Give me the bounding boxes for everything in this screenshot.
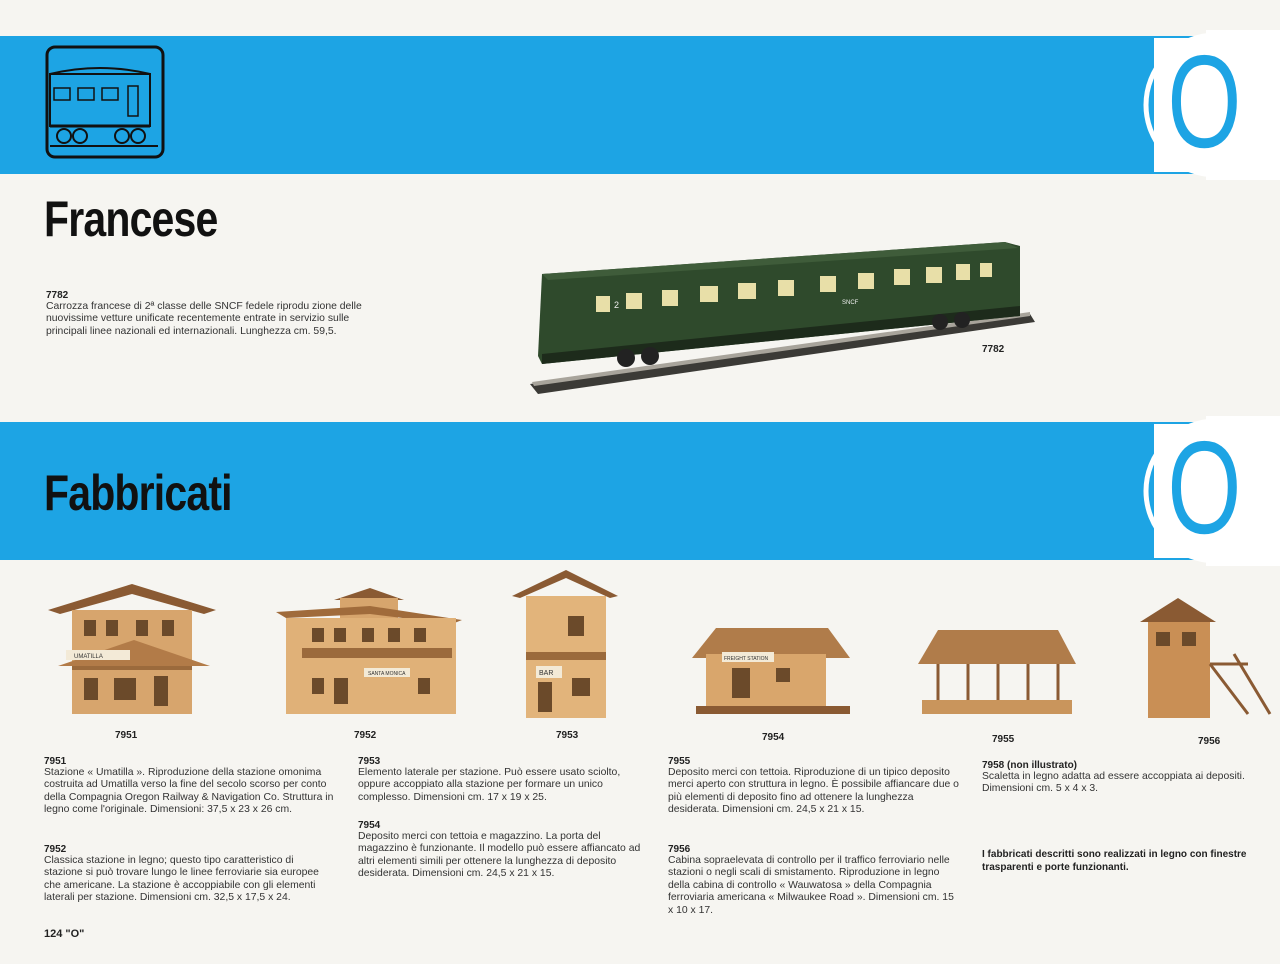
item-7956 <box>668 844 960 917</box>
building-7951-photo <box>44 580 220 720</box>
item-description: Cabina sopraelevata di controllo per il traffico ferroviario nelle stazioni o negli scali di smistamento. Riproduzione in legno della cabina di controllo « Wauwatosa » della Compagnia ferroviaria americana « Milwaukee Road ». Dimensioni cm. 15 x 10 x 17. <box>668 855 954 916</box>
item-code: 7782 <box>46 290 69 301</box>
item-code: 7956 <box>668 844 691 855</box>
scale-o-badge-francese <box>1154 28 1250 175</box>
photo-caption-7953: 7953 <box>556 730 579 741</box>
sign-freight-station: FREIGHT STATION <box>724 656 769 662</box>
photo-caption-7954: 7954 <box>762 732 785 743</box>
scale-o-rings-francese <box>1086 30 1154 180</box>
item-description: Stazione « Umatilla ». Riproduzione della stazione omonima costruita ad Umatilla verso la fine del secolo scorso per conto della Compagnia Oregon Railway & Navigation Co. Struttura in legno come l'originale. Dimensioni: 37,5 x 23 x 26 cm. <box>44 767 334 816</box>
scale-o-letter: O <box>1167 414 1242 561</box>
page-number: 124 "O" <box>44 928 85 940</box>
sign-bar: BAR <box>539 670 554 677</box>
item-description: Deposito merci con tettoia e magazzino. La porta del magazzino è funzionante. Il modello può essere affiancato ad altri elementi simili per ottenere la lunghezza di deposito desiderata. Dimensioni cm. 24,5 x 21 x 15. <box>358 831 641 880</box>
item-description: Elemento laterale per stazione. Può essere usato sciolto, oppure accoppiato alla stazione per formare un unico complesso. Dimensioni cm. 17 x 19 x 25. <box>358 767 621 803</box>
item-7782 <box>46 290 376 338</box>
building-7956-photo <box>1138 594 1278 724</box>
item-7951 <box>44 756 334 817</box>
photo-caption-7955: 7955 <box>992 734 1015 745</box>
item-description: Carrozza francese di 2ª classe delle SNCF fedele riprodu zione delle nuovissime vetture unificate recentemente entrate in servizio sulle principali linee nazionali ed internazionali. Lunghezza cm. 59,5. <box>46 301 362 337</box>
section-title-francese: Francese <box>44 191 218 247</box>
scale-o-badge-fabbricati <box>1154 414 1250 561</box>
item-code: 7958 (non illustrato) <box>982 760 1078 771</box>
building-7954-photo <box>692 624 852 720</box>
coach-7782-photo <box>530 236 1040 396</box>
item-7958 <box>982 760 1266 796</box>
coach-class-mark: 2 <box>614 300 620 310</box>
item-description: Classica stazione in legno; questo tipo caratteristico di stazione si può trovare lungo le linee ferroviarie sia europee che americane. La stazione è accoppiabile con gli elementi laterali per stazione. Dimensioni cm. 32,5 x 17,5 x 24. <box>44 855 319 904</box>
item-description: Scaletta in legno adatta ad essere accoppiata ai depositi. Dimensioni cm. 5 x 4 x 3. <box>982 771 1245 795</box>
section-title-fabbricati: Fabbricati <box>44 465 232 521</box>
item-7955 <box>668 756 960 817</box>
photo-caption-7951: 7951 <box>115 730 138 741</box>
building-7952-photo <box>272 584 466 720</box>
sign-santa-monica: SANTA MONICA <box>368 671 406 677</box>
item-code: 7953 <box>358 756 381 767</box>
item-description: Deposito merci con tettoia. Riproduzione di un tipico deposito merci aperto con struttura in legno. È possibile affiancare due o più elementi di deposito fino ad ottenere la lunghezza desiderata. Dimensioni cm. 24,5 x 21 x 15. <box>668 767 959 816</box>
building-7953-photo <box>510 568 620 724</box>
photo-caption-7956: 7956 <box>1198 736 1221 747</box>
item-code: 7954 <box>358 820 381 831</box>
coach-operator-mark: SNCF <box>842 300 859 306</box>
item-code: 7951 <box>44 756 67 767</box>
building-7955-photo <box>918 624 1078 720</box>
photo-caption-7782: 7782 <box>982 344 1005 355</box>
coach-icon <box>44 44 166 160</box>
item-7952 <box>44 844 334 905</box>
item-code: 7955 <box>668 756 691 767</box>
item-code: 7952 <box>44 844 67 855</box>
sign-umatilla: UMATILLA <box>74 654 103 660</box>
materials-note: I fabbricati descritti sono realizzati in legno con finestre trasparenti e porte funzionanti. <box>982 849 1247 873</box>
item-7953 <box>358 756 650 804</box>
item-7954 <box>358 820 650 881</box>
photo-caption-7952: 7952 <box>354 730 377 741</box>
scale-o-letter: O <box>1167 28 1242 175</box>
header-band-francese <box>0 36 1240 174</box>
